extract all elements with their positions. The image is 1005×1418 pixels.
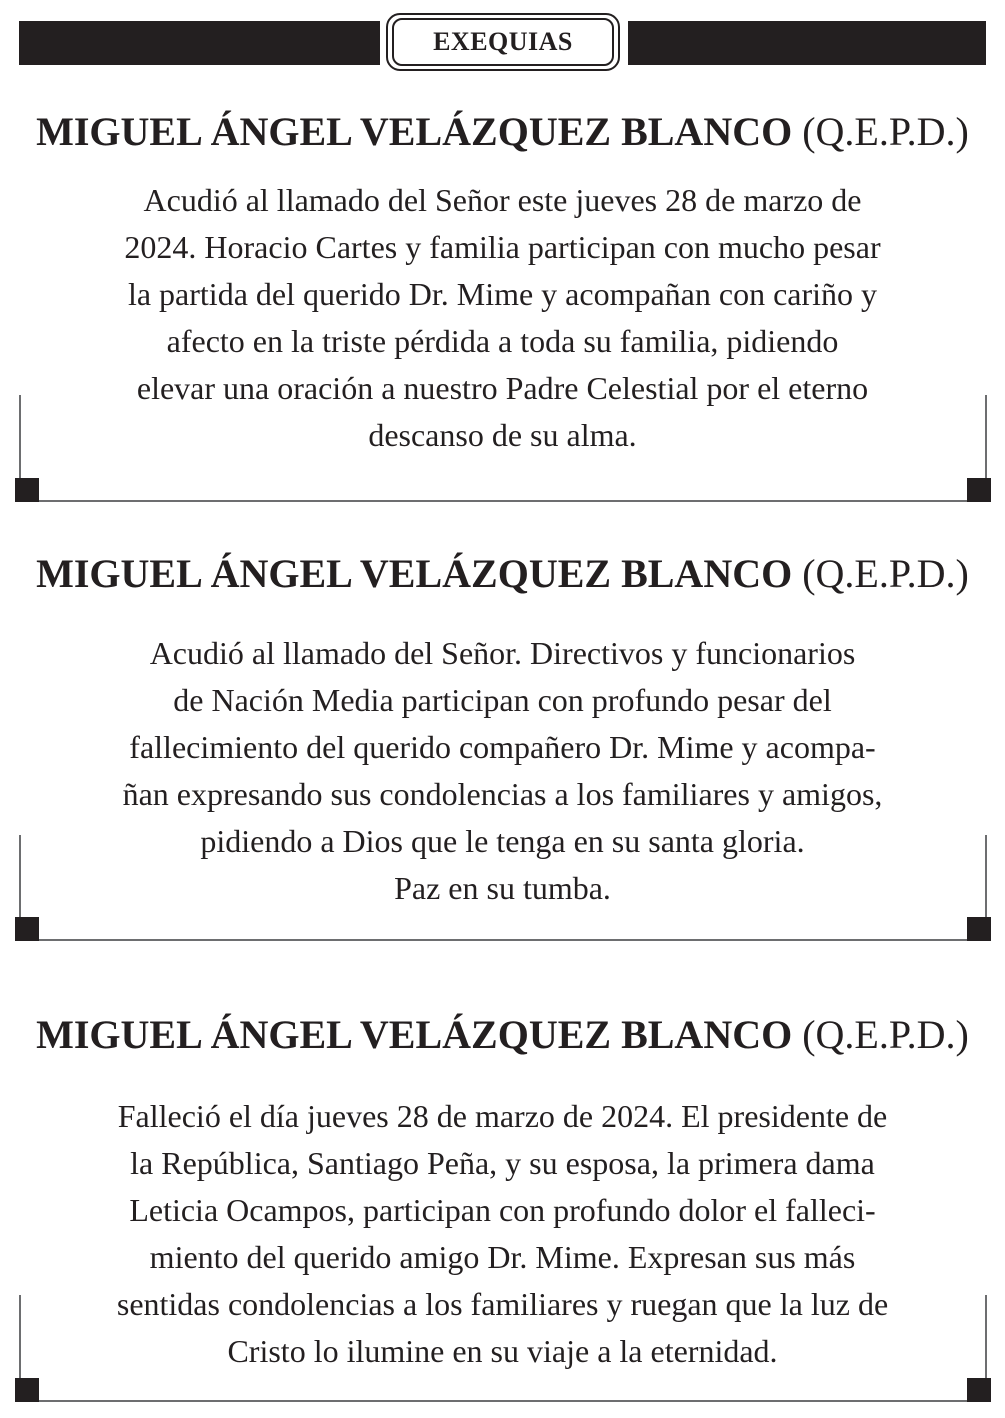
frame-corner-right — [967, 1378, 991, 1402]
deceased-name: MIGUEL ÁNGEL VELÁZQUEZ BLANCO — [36, 109, 793, 154]
frame-corner-right — [967, 478, 991, 502]
notice-line: pidiendo a Dios que le tenga en su santa gloria. — [200, 823, 805, 859]
notice-line: Cristo lo ilumine en su viaje a la eternidad. — [227, 1333, 778, 1369]
deceased-name: MIGUEL ÁNGEL VELÁZQUEZ BLANCO — [36, 551, 793, 596]
frame-bottom-rule — [19, 1400, 987, 1402]
frame-left-rule — [19, 1295, 21, 1380]
notice-line: Leticia Ocampos, participan con profundo dolor el falleci- — [129, 1192, 876, 1228]
notice-line: Paz en su tumba. — [394, 870, 611, 906]
frame-bottom-rule — [19, 500, 987, 502]
notice-body — [30, 630, 975, 912]
qepd-suffix: (Q.E.P.D.) — [802, 1012, 969, 1057]
frame-left-rule — [19, 835, 21, 920]
notice-line: Acudió al llamado del Señor este jueves 28 de marzo de — [143, 182, 862, 218]
notice-line: sentidas condolencias a los familiares y ruegan que la luz de — [116, 1286, 889, 1322]
frame-right-rule — [985, 835, 987, 920]
frame-bottom-rule — [19, 939, 987, 941]
qepd-suffix: (Q.E.P.D.) — [802, 109, 969, 154]
frame-corner-left — [15, 1378, 39, 1402]
notice-line: de Nación Media participan con profundo pesar del — [173, 682, 832, 718]
frame-right-rule — [985, 395, 987, 480]
notice-title — [0, 1011, 1005, 1059]
qepd-suffix: (Q.E.P.D.) — [802, 551, 969, 596]
frame-corner-right — [967, 917, 991, 941]
notice-line: Falleció el día jueves 28 de marzo de 2024. El presidente de — [117, 1098, 888, 1134]
notice-line: ñan expresando sus condolencias a los familiares y amigos, — [122, 776, 883, 812]
notice-line: miento del querido amigo Dr. Mime. Expresan sus más — [149, 1239, 856, 1275]
notice-line: afecto en la triste pérdida a toda su familia, pidiendo — [166, 323, 839, 359]
notice-line: la República, Santiago Peña, y su esposa, la primera dama — [130, 1145, 875, 1181]
notice-body — [30, 1093, 975, 1375]
notice-title — [0, 108, 1005, 156]
frame-left-rule — [19, 395, 21, 480]
frame-corner-left — [15, 478, 39, 502]
notice-body — [30, 177, 975, 459]
frame-corner-left — [15, 917, 39, 941]
notice-line: Acudió al llamado del Señor. Directivos y funcionarios — [149, 635, 856, 671]
notice-line: fallecimiento del querido compañero Dr. Mime y acompa- — [129, 729, 876, 765]
deceased-name: MIGUEL ÁNGEL VELÁZQUEZ BLANCO — [36, 1012, 793, 1057]
notice-line: la partida del querido Dr. Mime y acompañan con cariño y — [127, 276, 878, 312]
notice-title — [0, 550, 1005, 598]
frame-right-rule — [985, 1295, 987, 1380]
notice-line: 2024. Horacio Cartes y familia participan con mucho pesar — [124, 229, 881, 265]
section-label: EXEQUIAS — [392, 18, 614, 66]
notice-line: elevar una oración a nuestro Padre Celestial por el eterno — [136, 370, 869, 406]
notice-line: descanso de su alma. — [368, 417, 637, 453]
